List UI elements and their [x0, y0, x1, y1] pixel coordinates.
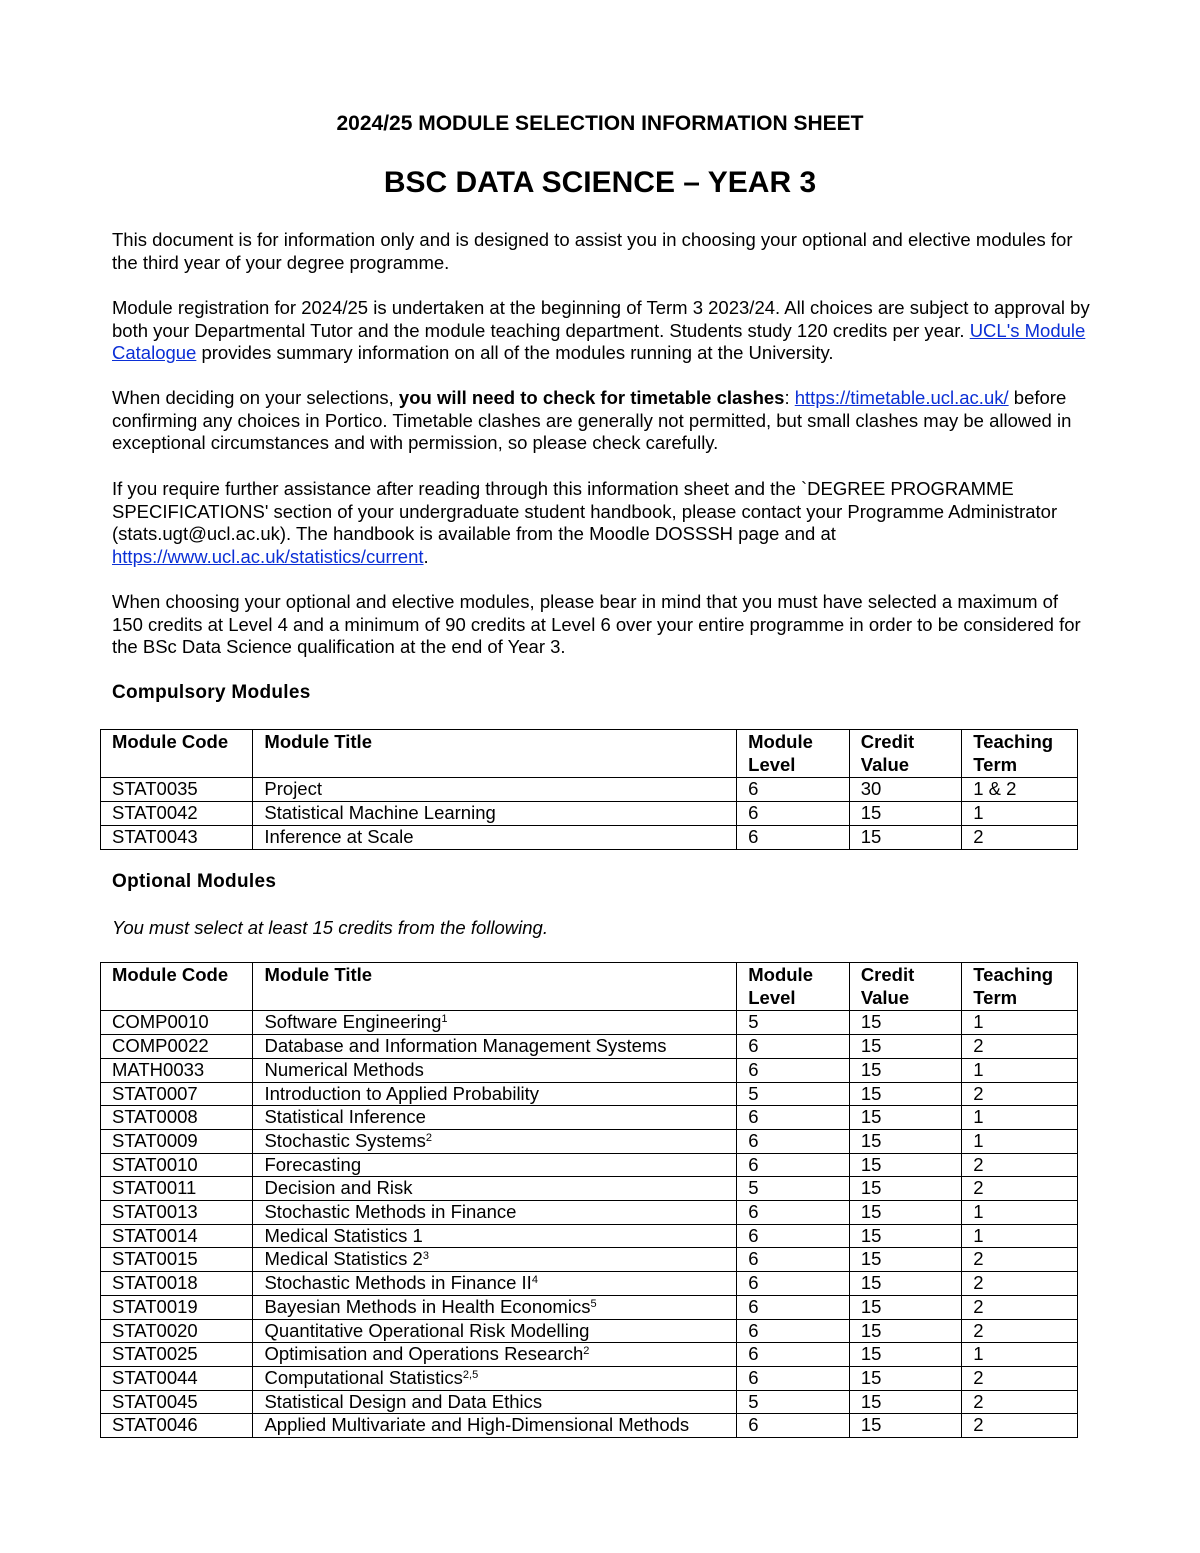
credit-value-cell — [849, 1129, 961, 1153]
credit-value-cell — [849, 1058, 961, 1082]
module-code-cell — [101, 1366, 253, 1390]
credit-value-cell — [849, 1201, 961, 1225]
paragraph-text: : — [784, 387, 795, 408]
module-title-cell — [253, 1011, 737, 1035]
teaching-term-cell — [962, 1201, 1078, 1225]
teaching-term-cell — [962, 1272, 1078, 1296]
table-row — [101, 1153, 1078, 1177]
module-code-cell — [101, 1129, 253, 1153]
module-level-cell — [737, 1390, 850, 1414]
paragraph-text: before confirming any choices in Portico. Timetable clashes are generally not permitted, but small clashes may be allowed in exceptional circumstances and with permission, so please check carefully. — [112, 387, 1072, 454]
module-code-cell — [101, 1153, 253, 1177]
table-row — [101, 1366, 1078, 1390]
module-level-cell — [737, 1248, 850, 1272]
intro-paragraph-5: When choosing your optional and elective modules, please bear in mind that you must have selected a maximum of 150 credits at Level 4 and a minimum of 90 credits at Level 6 over your entire programme in order to be considered for the BSc Data Science qualification at the end of Year 3. — [112, 591, 1081, 658]
credit-value-cell — [849, 1153, 961, 1177]
credit-value-cell — [849, 1390, 961, 1414]
credit-value-cell — [849, 1319, 961, 1343]
module-title-cell-text: Stochastic Systems — [264, 1129, 426, 1151]
teaching-term-cell — [962, 1058, 1078, 1082]
teaching-term-cell — [962, 1153, 1078, 1177]
table-row — [101, 1011, 1078, 1035]
module-level-cell-text: 5 — [748, 1011, 759, 1033]
module-code-cell-text: STAT0018 — [112, 1272, 198, 1294]
module-title-cell-text: Database and Information Management Systems — [264, 1035, 667, 1057]
module-title-cell — [253, 1414, 737, 1438]
credit-value-cell-text: 15 — [860, 1366, 882, 1388]
table-row — [101, 1248, 1078, 1272]
compulsory-modules-table — [100, 729, 1078, 850]
teaching-term-cell — [962, 1248, 1078, 1272]
header-line: Credit — [860, 731, 915, 752]
statistics-current-link[interactable]: https://www.ucl.ac.uk/statistics/current — [112, 546, 424, 568]
header-line: Value — [860, 753, 910, 775]
header-line: Teaching — [973, 731, 1054, 752]
module-catalogue-link[interactable]: UCL's Module Catalogue — [112, 319, 1086, 364]
module-code-cell-text: STAT0008 — [112, 1106, 198, 1128]
header-line: Term — [973, 986, 1018, 1008]
credit-value-cell-text: 15 — [860, 1295, 882, 1317]
teaching-term-cell-text: 1 — [973, 1343, 984, 1365]
compulsory-modules-heading: Compulsory Modules — [112, 682, 311, 703]
module-code-cell-text: STAT0044 — [112, 1366, 198, 1388]
teaching-term-cell-text: 1 — [973, 1106, 984, 1128]
teaching-term-cell-text: 2 — [973, 1366, 984, 1388]
module-title-cell-text: Computational Statistics — [264, 1366, 463, 1388]
module-code-cell — [101, 825, 253, 849]
col-module-code: Module Code — [101, 730, 253, 778]
teaching-term-cell — [962, 1366, 1078, 1390]
teaching-term-cell-text: 1 — [973, 1129, 984, 1151]
footnote-marker: 2 — [583, 1345, 590, 1358]
module-level-cell-text: 6 — [748, 1343, 759, 1365]
col-module-title: Module Title — [253, 963, 737, 1011]
module-code-cell-text: STAT0009 — [112, 1129, 198, 1151]
module-level-cell-text: 6 — [748, 1248, 759, 1270]
module-level-cell — [737, 1082, 850, 1106]
table-row — [101, 1295, 1078, 1319]
table-row — [101, 1272, 1078, 1296]
module-title-cell — [253, 1272, 737, 1296]
module-title-cell — [253, 1058, 737, 1082]
module-level-cell — [737, 1058, 850, 1082]
module-code-cell — [101, 1201, 253, 1225]
module-level-cell — [737, 1319, 850, 1343]
teaching-term-cell — [962, 1106, 1078, 1130]
credit-value-cell-text: 15 — [860, 1414, 882, 1436]
table-header-row — [101, 730, 1078, 778]
header-line: Module — [748, 964, 813, 985]
module-title-cell — [253, 1319, 737, 1343]
module-title-cell — [253, 778, 737, 802]
module-level-cell-text: 6 — [748, 1366, 759, 1388]
teaching-term-cell — [962, 1129, 1078, 1153]
col-module-code: Module Code — [101, 963, 253, 1011]
module-code-cell-text: STAT0045 — [112, 1390, 198, 1412]
teaching-term-cell-text: 2 — [973, 1295, 984, 1317]
table-header-row — [101, 963, 1078, 1011]
module-level-cell-text: 6 — [748, 1129, 759, 1151]
credit-value-cell — [849, 1177, 961, 1201]
credit-value-cell-text: 15 — [860, 802, 882, 824]
credit-value-cell-text: 15 — [860, 1224, 882, 1246]
module-level-cell — [737, 778, 850, 802]
module-code-cell-text: STAT0025 — [112, 1343, 198, 1365]
module-code-cell — [101, 1224, 253, 1248]
module-title-cell — [253, 1153, 737, 1177]
paragraph-text: If you require further assistance after reading through this information sheet and the `DEGREE PROGRAMME SPECIFICATIONS' section of your undergraduate student handbook, please contact your Programme Administrator (stats.ugt@ucl.ac.uk). The handbook is available from the Moodle DOSSSH page and at — [112, 478, 1058, 545]
module-level-cell — [737, 802, 850, 826]
paragraph-text: provides summary information on all of the modules running at the University. — [196, 342, 834, 364]
module-title-cell — [253, 1129, 737, 1153]
module-level-cell — [737, 825, 850, 849]
header-line: Module — [748, 731, 813, 752]
col-module-title: Module Title — [253, 730, 737, 778]
module-level-cell-text: 6 — [748, 1414, 759, 1436]
credit-value-cell-text: 15 — [860, 1082, 882, 1104]
optional-table-body — [101, 1011, 1078, 1438]
table-row — [101, 1058, 1078, 1082]
module-level-cell-text: 6 — [748, 1224, 759, 1246]
optional-modules-table — [100, 962, 1078, 1438]
credit-value-cell-text: 15 — [860, 1248, 882, 1270]
credit-value-cell-text: 15 — [860, 1343, 882, 1365]
module-code-cell — [101, 778, 253, 802]
intro-paragraph-1: This document is for information only and is designed to assist you in choosing your optional and elective modules for the third year of your degree programme. — [112, 229, 1073, 273]
module-level-cell-text: 5 — [748, 1082, 759, 1104]
optional-modules-note: You must select at least 15 credits from the following. — [112, 917, 548, 938]
module-code-cell-text: STAT0046 — [112, 1414, 198, 1436]
credit-value-cell-text: 30 — [860, 778, 882, 800]
table-row — [101, 1414, 1078, 1438]
module-level-cell — [737, 1129, 850, 1153]
header-line: Value — [860, 986, 910, 1008]
header-line: Credit — [860, 964, 915, 985]
module-code-cell — [101, 802, 253, 826]
teaching-term-cell-text: 2 — [973, 1177, 984, 1199]
module-title-cell-text: Applied Multivariate and High-Dimensional Methods — [264, 1414, 690, 1436]
module-level-cell-text: 6 — [748, 1035, 759, 1057]
table-row — [101, 1082, 1078, 1106]
module-code-cell — [101, 1390, 253, 1414]
teaching-term-cell — [962, 1035, 1078, 1059]
credit-value-cell-text: 15 — [860, 825, 882, 847]
module-level-cell — [737, 1153, 850, 1177]
teaching-term-cell-text: 1 — [973, 1011, 984, 1033]
module-title-cell-text: Project — [264, 778, 322, 800]
credit-value-cell-text: 15 — [860, 1272, 882, 1294]
module-code-cell-text: STAT0007 — [112, 1082, 198, 1104]
credit-value-cell-text: 15 — [860, 1153, 882, 1175]
module-title-cell-text: Numerical Methods — [264, 1058, 424, 1080]
module-level-cell-text: 6 — [748, 1106, 759, 1128]
teaching-term-cell-text: 2 — [973, 1414, 984, 1436]
module-code-cell-text: STAT0010 — [112, 1153, 198, 1175]
table-row — [101, 1129, 1078, 1153]
credit-value-cell-text: 15 — [860, 1035, 882, 1057]
paragraph-text: . — [423, 546, 429, 568]
module-level-cell-text: 6 — [748, 1272, 759, 1294]
teaching-term-cell — [962, 1414, 1078, 1438]
col-module-level — [737, 730, 850, 778]
module-level-cell-text: 6 — [748, 825, 759, 847]
footnote-marker: 2,5 — [462, 1368, 479, 1381]
module-code-cell-text: STAT0035 — [112, 778, 198, 800]
teaching-term-cell — [962, 1177, 1078, 1201]
module-level-cell — [737, 1295, 850, 1319]
table-row — [101, 778, 1078, 802]
module-code-cell-text: STAT0015 — [112, 1248, 198, 1270]
teaching-term-cell-text: 1 — [973, 1058, 984, 1080]
optional-modules-heading: Optional Modules — [112, 871, 277, 892]
module-level-cell-text: 6 — [748, 802, 759, 824]
teaching-term-cell-text: 1 — [973, 1224, 984, 1246]
teaching-term-cell — [962, 1390, 1078, 1414]
module-title-cell-text: Medical Statistics 2 — [264, 1248, 423, 1270]
module-code-cell-text: COMP0010 — [112, 1011, 209, 1033]
credit-value-cell — [849, 778, 961, 802]
module-code-cell — [101, 1035, 253, 1059]
timetable-clash-warning: you will need to check for timetable clashes — [398, 387, 785, 408]
table-row — [101, 1224, 1078, 1248]
module-level-cell — [737, 1224, 850, 1248]
header-line: Level — [748, 753, 796, 775]
teaching-term-cell-text: 2 — [973, 1272, 984, 1294]
module-title-cell-text: Quantitative Operational Risk Modelling — [264, 1319, 590, 1341]
module-code-cell — [101, 1106, 253, 1130]
module-level-cell — [737, 1272, 850, 1296]
credit-value-cell-text: 15 — [860, 1129, 882, 1151]
module-title-cell — [253, 1343, 737, 1367]
teaching-term-cell-text: 1 — [973, 802, 984, 824]
module-level-cell — [737, 1035, 850, 1059]
footnote-marker: 3 — [422, 1250, 429, 1263]
teaching-term-cell — [962, 1319, 1078, 1343]
teaching-term-cell — [962, 802, 1078, 826]
table-row — [101, 825, 1078, 849]
intro-paragraph-3 — [112, 387, 1092, 455]
module-code-cell — [101, 1011, 253, 1035]
credit-value-cell — [849, 1248, 961, 1272]
module-title-cell-text: Stochastic Methods in Finance — [264, 1201, 517, 1223]
table-row — [101, 1319, 1078, 1343]
module-title-cell — [253, 825, 737, 849]
credit-value-cell-text: 15 — [860, 1106, 882, 1128]
paragraph-text: Module registration for 2024/25 is undertaken at the beginning of Term 3 2023/24. All choices are subject to approval by both your Departmental Tutor and the module teaching department. Students study 120 credits per year. — [112, 297, 1090, 341]
module-title-cell — [253, 1366, 737, 1390]
credit-value-cell-text: 15 — [860, 1201, 882, 1223]
table-row — [101, 1201, 1078, 1225]
module-title-cell-text: Decision and Risk — [264, 1177, 413, 1199]
module-code-cell — [101, 1272, 253, 1296]
table-row — [101, 1390, 1078, 1414]
teaching-term-cell-text: 2 — [973, 1082, 984, 1104]
module-code-cell-text: STAT0019 — [112, 1295, 198, 1317]
module-code-cell — [101, 1248, 253, 1272]
teaching-term-cell-text: 2 — [973, 1390, 984, 1412]
teaching-term-cell — [962, 1082, 1078, 1106]
intro-paragraph-2 — [112, 297, 1092, 365]
document-title: BSC DATA SCIENCE – YEAR 3 — [383, 166, 817, 199]
module-level-cell-text: 6 — [748, 778, 759, 800]
module-level-cell-text: 6 — [748, 1295, 759, 1317]
module-title-cell — [253, 1295, 737, 1319]
module-level-cell-text: 5 — [748, 1177, 759, 1199]
paragraph-text: When deciding on your selections, — [112, 387, 399, 408]
module-title-cell-text: Medical Statistics 1 — [264, 1224, 423, 1246]
module-level-cell — [737, 1106, 850, 1130]
module-title-cell — [253, 1177, 737, 1201]
module-title-cell-text: Introduction to Applied Probability — [264, 1082, 540, 1104]
module-title-cell — [253, 1082, 737, 1106]
credit-value-cell — [849, 1414, 961, 1438]
credit-value-cell — [849, 1295, 961, 1319]
module-title-cell — [253, 1224, 737, 1248]
teaching-term-cell-text: 2 — [973, 1153, 984, 1175]
module-code-cell — [101, 1177, 253, 1201]
credit-value-cell-text: 15 — [860, 1390, 882, 1412]
intro-paragraph-4 — [112, 478, 1092, 569]
col-module-level — [737, 963, 850, 1011]
module-level-cell-text: 6 — [748, 1319, 759, 1341]
module-code-cell — [101, 1058, 253, 1082]
module-level-cell — [737, 1011, 850, 1035]
teaching-term-cell-text: 1 & 2 — [973, 778, 1017, 800]
teaching-term-cell — [962, 825, 1078, 849]
module-title-cell — [253, 1390, 737, 1414]
timetable-link[interactable]: https://timetable.ucl.ac.uk/ — [794, 387, 1009, 408]
module-level-cell — [737, 1414, 850, 1438]
compulsory-table-body — [101, 778, 1078, 849]
module-title-cell-text: Statistical Inference — [264, 1106, 426, 1128]
module-title-cell — [253, 1201, 737, 1225]
module-title-cell-text: Stochastic Methods in Finance II — [264, 1272, 532, 1294]
teaching-term-cell-text: 2 — [973, 1319, 984, 1341]
module-level-cell — [737, 1177, 850, 1201]
credit-value-cell-text: 15 — [860, 1177, 882, 1199]
credit-value-cell — [849, 825, 961, 849]
module-level-cell-text: 6 — [748, 1201, 759, 1223]
col-credit-value — [849, 963, 961, 1011]
module-title-cell-text: Software Engineering — [264, 1011, 442, 1033]
credit-value-cell — [849, 1106, 961, 1130]
module-code-cell-text: MATH0033 — [112, 1058, 205, 1080]
header-line: Teaching — [973, 964, 1054, 985]
document-header: 2024/25 MODULE SELECTION INFORMATION SHEET — [336, 112, 864, 135]
credit-value-cell — [849, 1272, 961, 1296]
col-teaching-term — [962, 963, 1078, 1011]
teaching-term-cell-text: 2 — [973, 1035, 984, 1057]
teaching-term-cell-text: 2 — [973, 1248, 984, 1270]
teaching-term-cell — [962, 778, 1078, 802]
table-row — [101, 1343, 1078, 1367]
teaching-term-cell — [962, 1224, 1078, 1248]
credit-value-cell — [849, 1366, 961, 1390]
table-row — [101, 802, 1078, 826]
credit-value-cell — [849, 1343, 961, 1367]
teaching-term-cell — [962, 1343, 1078, 1367]
col-teaching-term — [962, 730, 1078, 778]
col-credit-value — [849, 730, 961, 778]
module-code-cell-text: STAT0020 — [112, 1319, 198, 1341]
footnote-marker: 2 — [425, 1131, 433, 1144]
module-title-cell-text: Forecasting — [264, 1153, 362, 1175]
table-row — [101, 1177, 1078, 1201]
credit-value-cell — [849, 1082, 961, 1106]
module-code-cell-text: STAT0042 — [112, 802, 198, 824]
teaching-term-cell-text: 2 — [973, 825, 984, 847]
header-line: Term — [973, 753, 1018, 775]
credit-value-cell-text: 15 — [860, 1011, 882, 1033]
module-code-cell-text: STAT0043 — [112, 825, 198, 847]
module-title-cell — [253, 802, 737, 826]
module-title-cell — [253, 1248, 737, 1272]
module-title-cell-text: Optimisation and Operations Research — [264, 1343, 584, 1365]
table-row — [101, 1035, 1078, 1059]
module-level-cell-text: 6 — [748, 1153, 759, 1175]
module-title-cell-text: Statistical Design and Data Ethics — [264, 1390, 543, 1412]
module-title-cell-text: Statistical Machine Learning — [264, 802, 496, 824]
module-level-cell — [737, 1343, 850, 1367]
table-row — [101, 1106, 1078, 1130]
footnote-marker: 5 — [590, 1297, 597, 1310]
module-code-cell-text: STAT0013 — [112, 1201, 198, 1223]
credit-value-cell-text: 15 — [860, 1058, 882, 1080]
module-code-cell — [101, 1295, 253, 1319]
credit-value-cell — [849, 802, 961, 826]
module-code-cell-text: STAT0011 — [112, 1177, 197, 1199]
credit-value-cell — [849, 1224, 961, 1248]
credit-value-cell — [849, 1035, 961, 1059]
module-code-cell-text: COMP0022 — [112, 1035, 209, 1057]
module-level-cell-text: 6 — [748, 1058, 759, 1080]
module-code-cell — [101, 1319, 253, 1343]
teaching-term-cell — [962, 1011, 1078, 1035]
module-code-cell — [101, 1082, 253, 1106]
module-title-cell — [253, 1035, 737, 1059]
module-level-cell-text: 5 — [748, 1390, 759, 1412]
module-title-cell-text: Bayesian Methods in Health Economics — [264, 1295, 591, 1317]
teaching-term-cell — [962, 1295, 1078, 1319]
footnote-marker: 4 — [531, 1274, 538, 1287]
module-level-cell — [737, 1366, 850, 1390]
module-code-cell-text: STAT0014 — [112, 1224, 198, 1246]
teaching-term-cell-text: 1 — [973, 1201, 984, 1223]
module-level-cell — [737, 1201, 850, 1225]
module-code-cell — [101, 1414, 253, 1438]
credit-value-cell-text: 15 — [860, 1319, 882, 1341]
header-line: Level — [748, 986, 796, 1008]
module-code-cell — [101, 1343, 253, 1367]
module-title-cell — [253, 1106, 737, 1130]
credit-value-cell — [849, 1011, 961, 1035]
footnote-marker: 1 — [441, 1013, 448, 1026]
module-title-cell-text: Inference at Scale — [264, 825, 414, 847]
